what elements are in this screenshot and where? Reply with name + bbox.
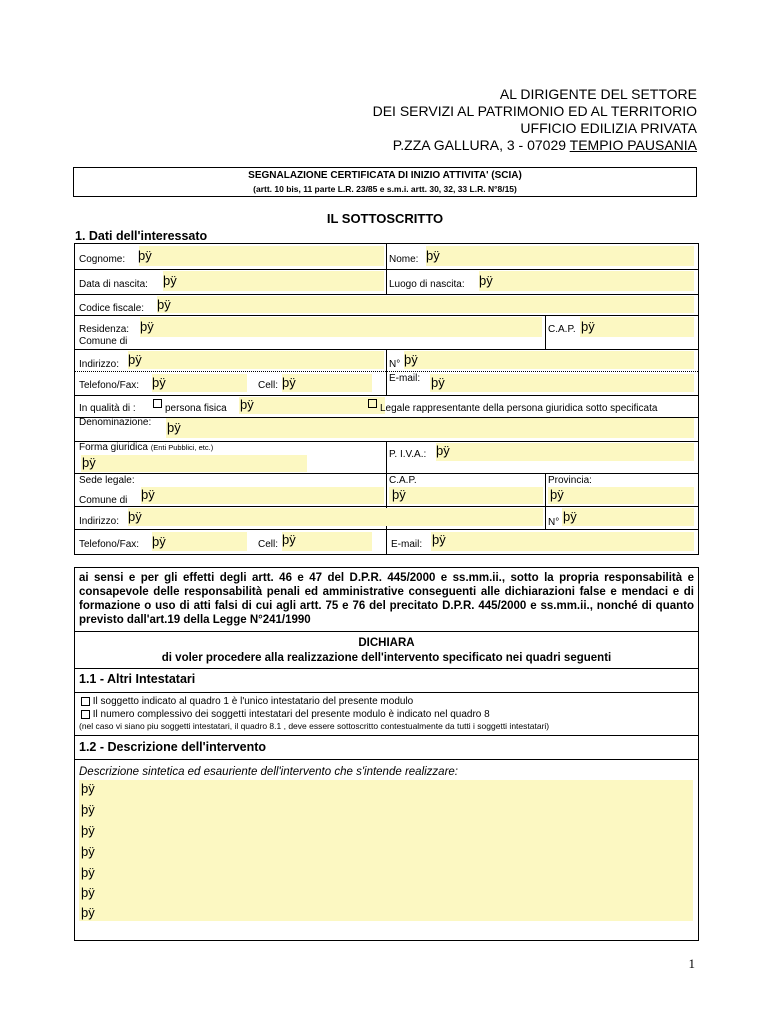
cell-2-label: Cell: xyxy=(258,539,279,550)
address-line-3: UFFICIO EDILIZIA PRIVATA xyxy=(520,120,697,136)
nome-value: þÿ xyxy=(426,248,440,263)
legale-rappresentante-label: Legale rappresentante della persona giuridica sotto specificata xyxy=(380,403,658,414)
dichiara-subheading: di voler procedere alla realizzazione dell'intervento specificato nei quadri seguenti xyxy=(161,652,612,664)
qualita-label: In qualità di : xyxy=(79,403,136,414)
indirizzo-field[interactable] xyxy=(128,351,384,369)
denominazione-label: Denominazione: xyxy=(79,417,152,428)
descrizione-line-6: þÿ xyxy=(81,885,95,900)
legale-rappresentante-option[interactable] xyxy=(368,398,377,409)
address-city: TEMPIO PAUSANIA xyxy=(569,137,697,153)
forma-giuridica-field[interactable] xyxy=(81,455,307,472)
residenza-value: þÿ xyxy=(140,319,154,334)
comune-di-label: Comune di xyxy=(79,336,128,347)
sede-legale-label: Sede legale: xyxy=(79,475,135,486)
cell-value: þÿ xyxy=(282,375,296,390)
nome-field[interactable] xyxy=(426,246,694,266)
forma-giuridica-text: Forma giuridica xyxy=(79,442,148,453)
telefono-field[interactable] xyxy=(152,374,247,392)
address-line-1: AL DIRIGENTE DEL SETTORE xyxy=(499,86,697,102)
address-line-2: DEI SERVIZI AL PATRIMONIO ED AL TERRITORIO xyxy=(372,103,697,119)
numero-2-label: N° xyxy=(548,517,560,528)
sede-indirizzo-field[interactable] xyxy=(128,508,543,526)
denominazione-field[interactable] xyxy=(166,418,694,438)
email-2-label: E-mail: xyxy=(391,539,423,550)
section-1-2-heading: 1.2 - Descrizione dell'intervento xyxy=(79,740,267,754)
dichiara-heading: DICHIARA xyxy=(358,637,415,649)
telefono-value: þÿ xyxy=(152,375,166,390)
sede-cell-value: þÿ xyxy=(282,532,296,547)
page-number: 1 xyxy=(688,956,695,971)
descrizione-line-2: þÿ xyxy=(81,802,95,817)
piva-field[interactable] xyxy=(436,443,694,461)
sede-comune-value: þÿ xyxy=(141,487,155,502)
cap-label: C.A.P. xyxy=(548,324,576,335)
email-field[interactable] xyxy=(430,374,694,392)
nome-label: Nome: xyxy=(389,254,419,265)
cap-field[interactable] xyxy=(580,317,694,337)
persona-fisica-option[interactable] xyxy=(153,398,162,409)
section-1-1-heading: 1.1 - Altri Intestatari xyxy=(79,672,196,686)
cap-value: þÿ xyxy=(581,319,595,334)
piva-label: P. I.V.A.: xyxy=(389,449,427,460)
descrizione-line-4: þÿ xyxy=(81,844,95,859)
address-line-4 xyxy=(393,137,697,154)
codice-fiscale-field[interactable] xyxy=(157,296,694,313)
cognome-value: þÿ xyxy=(138,248,152,263)
descrizione-prompt: Descrizione sintetica ed esauriente dell'intervento che s'intende realizzare: xyxy=(79,766,458,778)
cognome-label: Cognome: xyxy=(79,254,126,265)
option-unico-intestatario[interactable] xyxy=(81,696,413,707)
denominazione-value: þÿ xyxy=(167,420,181,435)
descrizione-line-1: þÿ xyxy=(81,781,95,796)
sede-cap-field[interactable] xyxy=(389,487,543,504)
descrizione-textarea[interactable] xyxy=(79,780,693,921)
option-numero-intestatari[interactable] xyxy=(81,709,490,720)
luogo-nascita-value: þÿ xyxy=(479,273,493,288)
sede-cap-value: þÿ xyxy=(392,487,406,502)
numero-intestatari-label: Il numero complessivo dei soggetti intestatari del presente modulo è indicato nel quadro 8 xyxy=(92,709,490,720)
unico-intestatario-label: Il soggetto indicato al quadro 1 è l'unico intestatario del presente modulo xyxy=(92,696,414,707)
document-subtitle: (artt. 10 bis, 11 parte L.R. 23/85 e s.m.i. artt. 30, 32, 33 L.R. N°8/15) xyxy=(253,184,517,194)
data-nascita-label: Data di nascita: xyxy=(79,279,148,290)
interessato-form xyxy=(74,243,699,555)
numero-label: N° xyxy=(389,359,401,370)
data-nascita-field[interactable] xyxy=(163,271,384,291)
persona-fisica-label: persona fisica xyxy=(165,403,227,414)
indirizzo-2-label: Indirizzo: xyxy=(79,516,120,527)
piva-value: þÿ xyxy=(436,443,450,458)
sede-comune-field[interactable] xyxy=(141,487,384,504)
numero-intestatari-checkbox[interactable] xyxy=(81,710,90,719)
provincia-value: þÿ xyxy=(550,487,564,502)
provincia-field[interactable] xyxy=(548,487,694,504)
sede-telefono-field[interactable] xyxy=(152,532,247,551)
address-postal: P.ZZA GALLURA, 3 - 07029 xyxy=(392,137,570,153)
telefono-2-label: Telefono/Fax: xyxy=(79,539,140,550)
forma-giuridica-label xyxy=(79,442,213,453)
email-label: E-mail: xyxy=(389,373,421,384)
persona-fisica-checkbox[interactable] xyxy=(153,399,162,408)
document-title: SEGNALAZIONE CERTIFICATA DI INIZIO ATTIVITA' (SCIA) xyxy=(248,170,522,181)
sede-numero-value: þÿ xyxy=(563,509,577,524)
luogo-nascita-field[interactable] xyxy=(479,271,694,291)
indirizzo-label: Indirizzo: xyxy=(79,359,120,370)
descrizione-line-5: þÿ xyxy=(81,865,95,880)
residenza-field[interactable] xyxy=(140,317,542,337)
cell-label: Cell: xyxy=(258,380,279,391)
sede-numero-field[interactable] xyxy=(562,508,694,526)
email-value: þÿ xyxy=(431,375,445,390)
persona-fisica-value: þÿ xyxy=(240,397,254,412)
declaration-text: ai sensi e per gli effetti degli artt. 46 e 47 del D.P.R. 445/2000 e ss.mm.ii., sotto la propria responsabilità e consapevole delle responsabilità penali ed amministrative conseguenti alle dichiarazioni false e mendaci e di formazione o uso di atti falsi di cui agli artt. 75 e 76 del precitato D.P.R. 445/2000 e ss.mm.ii., nonché di quanto previsto dall'art.19 della Legge N°241/1990 xyxy=(79,572,694,626)
declaration-box xyxy=(74,567,699,941)
indirizzo-value: þÿ xyxy=(128,352,142,367)
sede-email-value: þÿ xyxy=(432,532,446,547)
persona-fisica-field[interactable] xyxy=(239,397,385,414)
sede-indirizzo-value: þÿ xyxy=(128,509,142,524)
document-title-box xyxy=(73,167,697,197)
numero-value: þÿ xyxy=(404,352,418,367)
forma-giuridica-value: þÿ xyxy=(82,455,96,470)
numero-field[interactable] xyxy=(404,351,694,369)
intestatari-note: (nel caso vi siano piu soggetti intestatari, il quadro 8.1 , deve essere sottoscritto contestualmente da tutti i soggetti intestatari) xyxy=(79,721,550,731)
sede-email-field[interactable] xyxy=(431,532,694,551)
unico-intestatario-checkbox[interactable] xyxy=(81,697,90,706)
section-1-heading: 1. Dati dell'interessato xyxy=(75,229,208,243)
data-nascita-value: þÿ xyxy=(163,273,177,288)
sede-telefono-value: þÿ xyxy=(152,534,166,549)
descrizione-line-3: þÿ xyxy=(81,823,95,838)
codice-fiscale-value: þÿ xyxy=(157,297,171,312)
luogo-nascita-label: Luogo di nascita: xyxy=(389,279,465,290)
provincia-label: Provincia: xyxy=(548,475,592,486)
enti-pubblici-hint: (Enti Pubblici, etc.) xyxy=(150,443,214,452)
codice-fiscale-label: Codice fiscale: xyxy=(79,303,145,314)
descrizione-line-7: þÿ xyxy=(81,905,95,920)
telefono-label: Telefono/Fax: xyxy=(79,380,140,391)
comune-di-2-label: Comune di xyxy=(79,495,128,506)
legale-rappresentante-checkbox[interactable] xyxy=(368,399,377,408)
cognome-field[interactable] xyxy=(139,246,384,266)
sottoscritto-heading: IL SOTTOSCRITTO xyxy=(326,211,444,226)
residenza-label: Residenza: xyxy=(79,324,130,335)
cap-2-label: C.A.P. xyxy=(389,475,417,486)
